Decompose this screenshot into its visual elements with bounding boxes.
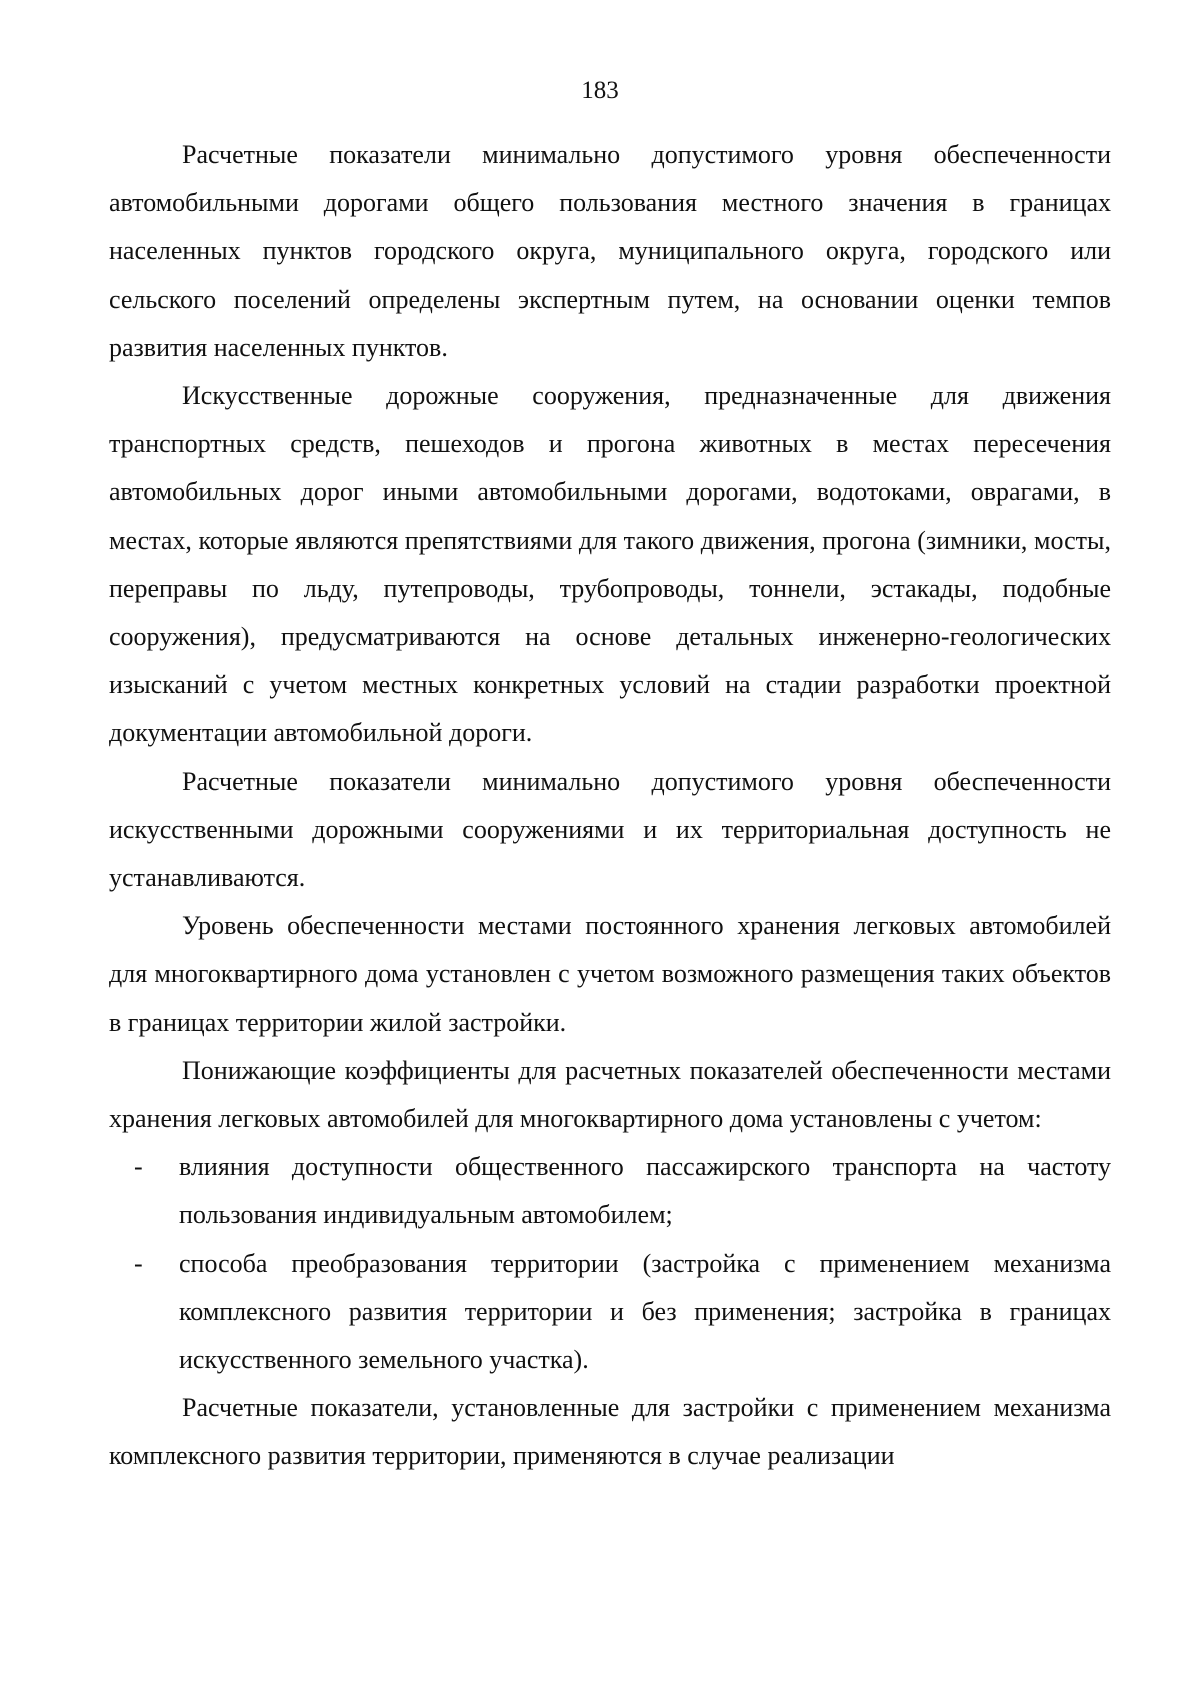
paragraph: Расчетные показатели минимально допустимого уровня обеспеченности автомобильными дорогами общего пользования местного значения в границах населенных пунктов городского округа, муниципального округа, городского или сельского поселений определены экспертным путем, на основании оценки темпов развития населенных пунктов. — [109, 140, 1111, 362]
list-item-text: влияния доступности общественного пассажирского транспорта на частоту пользования индивидуальным автомобилем; — [179, 1152, 1111, 1230]
page-number: 183 — [581, 77, 619, 104]
paragraph: Расчетные показатели, установленные для застройки с применением механизма комплексного развития территории, применяются в случае реализации — [109, 1393, 1111, 1471]
bullet-list — [109, 1143, 1111, 1384]
paragraph: Уровень обеспеченности местами постоянного хранения легковых автомобилей для многоквартирного дома установлен с учетом возможного размещения таких объектов в границах территории жилой застройки. — [109, 911, 1111, 1037]
list-item-text: способа преобразования территории (застройка с применением механизма комплексного развития территории и без применения; застройка в границах искусственного земельного участка). — [179, 1248, 1111, 1375]
list-item — [109, 1143, 1111, 1239]
list-item — [109, 1240, 1111, 1385]
paragraph: Понижающие коэффициенты для расчетных показателей обеспеченности местами хранения легковых автомобилей для многоквартирного дома установлены с учетом: — [109, 1055, 1111, 1134]
list-dash-marker: - — [134, 1152, 143, 1182]
list-dash-marker: - — [134, 1248, 143, 1278]
paragraph: Расчетные показатели минимально допустимого уровня обеспеченности искусственными дорожными сооружениями и их территориальная доступность не устанавливаются. — [109, 766, 1111, 893]
document-body — [109, 131, 1111, 1481]
paragraph: Искусственные дорожные сооружения, предназначенные для движения транспортных средств, пешеходов и прогона животных в местах пересечения автомобильных дорог иными автомобильными дорогами, водотоками, оврагами, в местах, которые являются препятствиями для такого движения, прогона (зимники, мосты, переправы по льду, путепроводы, трубопроводы, тоннели, эстакады, подобные сооружения), предусматриваются на основе детальных инженерно-геологических изысканий с учетом местных конкретных условий на стадии разработки проектной документации автомобильной дороги. — [109, 381, 1111, 748]
